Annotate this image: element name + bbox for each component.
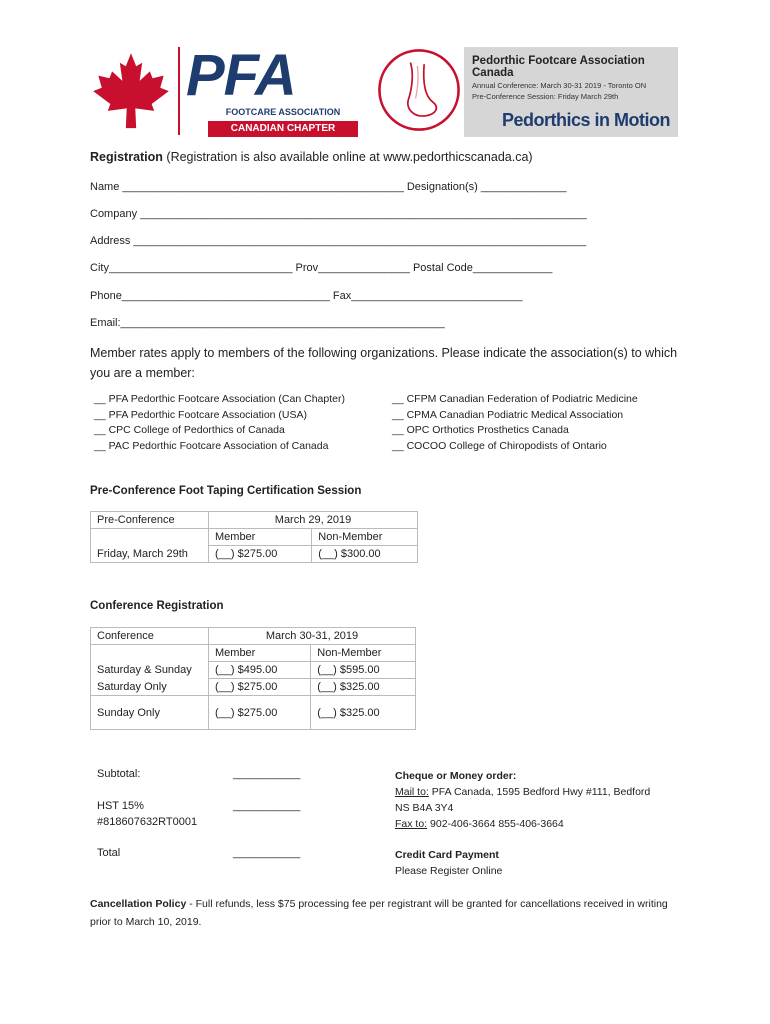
org-item[interactable]: __ COCOO College of Chiropodists of Ontario xyxy=(392,439,607,452)
subtotal-blank[interactable]: ___________ xyxy=(233,768,301,780)
org-item[interactable]: __ CFPM Canadian Federation of Podiatric Medicine xyxy=(392,393,638,405)
total-blank[interactable]: ___________ xyxy=(233,847,301,859)
conference-line-1: Annual Conference: March 30-31 2019 - Toronto ON xyxy=(472,81,647,90)
phone-field[interactable]: Phone__________________________________ Fax____________________________ xyxy=(90,290,523,302)
registration-note: (Registration is also available online at www.pedorthicscanada.ca) xyxy=(162,150,533,164)
org-list-left xyxy=(94,392,345,454)
header xyxy=(88,45,678,140)
preconference-table xyxy=(90,511,418,563)
payment-info xyxy=(395,768,685,832)
org-item[interactable]: __ CPMA Canadian Podiatric Medical Association xyxy=(392,408,624,421)
mail-text-2: NS B4A 3Y4 xyxy=(395,802,454,814)
mail-label: Mail to: xyxy=(395,786,429,798)
conference-member-price[interactable]: (__) $275.00 xyxy=(209,696,311,730)
nonmember-header: Non-Member xyxy=(311,645,416,662)
preconference-member-price[interactable]: (__) $275.00 xyxy=(209,546,312,563)
member-header: Member xyxy=(209,529,312,546)
subtotal-label: Subtotal: xyxy=(97,768,141,780)
conference-tagline: Pedorthics in Motion xyxy=(502,110,670,130)
conference-line-2: Pre-Conference Session: Friday March 29th xyxy=(472,92,619,101)
conference-row-label: Saturday Only xyxy=(91,679,209,696)
mail-text: PFA Canada, 1595 Bedford Hwy #111, Bedford xyxy=(428,786,651,798)
preconference-col-label: Pre-Conference xyxy=(91,512,209,529)
conference-col-label: Conference xyxy=(91,628,209,645)
org-item[interactable]: __ PFA Pedorthic Footcare Association (Can Chapter) xyxy=(94,393,345,405)
conference-member-price[interactable]: (__) $275.00 xyxy=(209,679,311,696)
member-header: Member xyxy=(209,645,311,662)
conference-member-price[interactable]: (__) $495.00 xyxy=(209,662,311,679)
conference-row-label: Sunday Only xyxy=(91,696,209,730)
hst-number: #818607632RT0001 xyxy=(97,816,198,828)
conference-table xyxy=(90,627,416,730)
conference-nonmember-price[interactable]: (__) $325.00 xyxy=(311,696,416,730)
org-item[interactable]: __ PAC Pedorthic Footcare Association of Canada xyxy=(94,439,329,452)
maple-leaf-icon xyxy=(88,49,174,135)
card-title: Credit Card Payment xyxy=(395,849,499,861)
conference-date: March 30-31, 2019 xyxy=(209,628,416,645)
pfa-chapter-text: CANADIAN CHAPTER xyxy=(208,121,358,137)
hst-label: HST 15% xyxy=(97,800,144,812)
org-item[interactable]: __ OPC Orthotics Prosthetics Canada xyxy=(392,424,569,436)
conference-nonmember-price[interactable]: (__) $595.00 xyxy=(311,662,416,679)
org-item[interactable]: __ PFA Pedorthic Footcare Association (USA) xyxy=(94,408,308,421)
preconference-date: March 29, 2019 xyxy=(209,512,418,529)
conference-nonmember-price[interactable]: (__) $325.00 xyxy=(311,679,416,696)
conference-title: Pedorthic Footcare Association Canada xyxy=(472,55,645,79)
preconference-title: Pre-Conference Foot Taping Certification Session xyxy=(90,485,362,497)
conference-row-label: Saturday & Sunday xyxy=(91,662,209,679)
foot-logo-icon xyxy=(376,47,462,133)
card-payment xyxy=(395,847,502,879)
pfa-logo xyxy=(186,43,358,137)
org-list-right xyxy=(392,392,638,454)
org-item[interactable]: __ CPC College of Pedorthics of Canada xyxy=(94,424,285,436)
cancellation-text: - Full refunds, less $75 processing fee per registrant will be granted for cancellations received in writing prior to March 10, 2019. xyxy=(90,898,668,928)
cancellation-policy xyxy=(90,895,680,931)
email-field[interactable]: Email:_____________________________________________________ xyxy=(90,317,445,329)
registration-heading xyxy=(90,150,533,164)
conference-banner xyxy=(464,47,678,137)
cheque-title: Cheque or Money order: xyxy=(395,770,517,782)
conference-title: Conference Registration xyxy=(90,600,224,612)
total-label: Total xyxy=(97,847,121,859)
address-field[interactable]: Address __________________________________________________________________________ xyxy=(90,235,587,247)
members-intro: Member rates apply to members of the following organizations. Please indicate the association(s) to which you are a member: xyxy=(90,346,678,380)
card-text: Please Register Online xyxy=(395,865,503,877)
company-field[interactable]: Company _________________________________________________________________________ xyxy=(90,208,587,220)
logo-divider xyxy=(178,47,180,135)
fax-label: Fax to: xyxy=(395,818,428,830)
registration-title: Registration xyxy=(90,150,163,164)
fax-text: 902-406-3664 855-406-3664 xyxy=(427,818,564,830)
preconference-nonmember-price[interactable]: (__) $300.00 xyxy=(312,546,418,563)
pfa-sub-text: FOOTCARE ASSOCIATION xyxy=(225,107,341,117)
city-field[interactable]: City______________________________ Prov_______________ Postal Code_____________ xyxy=(90,262,553,274)
cancellation-label: Cancellation Policy xyxy=(90,898,187,910)
preconference-row-label: Friday, March 29th xyxy=(91,546,209,563)
name-field[interactable]: Name ______________________________________________ Designation(s) ______________ xyxy=(90,181,567,193)
pfa-logo-text: PFA xyxy=(186,43,296,108)
hst-blank[interactable]: ___________ xyxy=(233,800,301,812)
nonmember-header: Non-Member xyxy=(312,529,418,546)
